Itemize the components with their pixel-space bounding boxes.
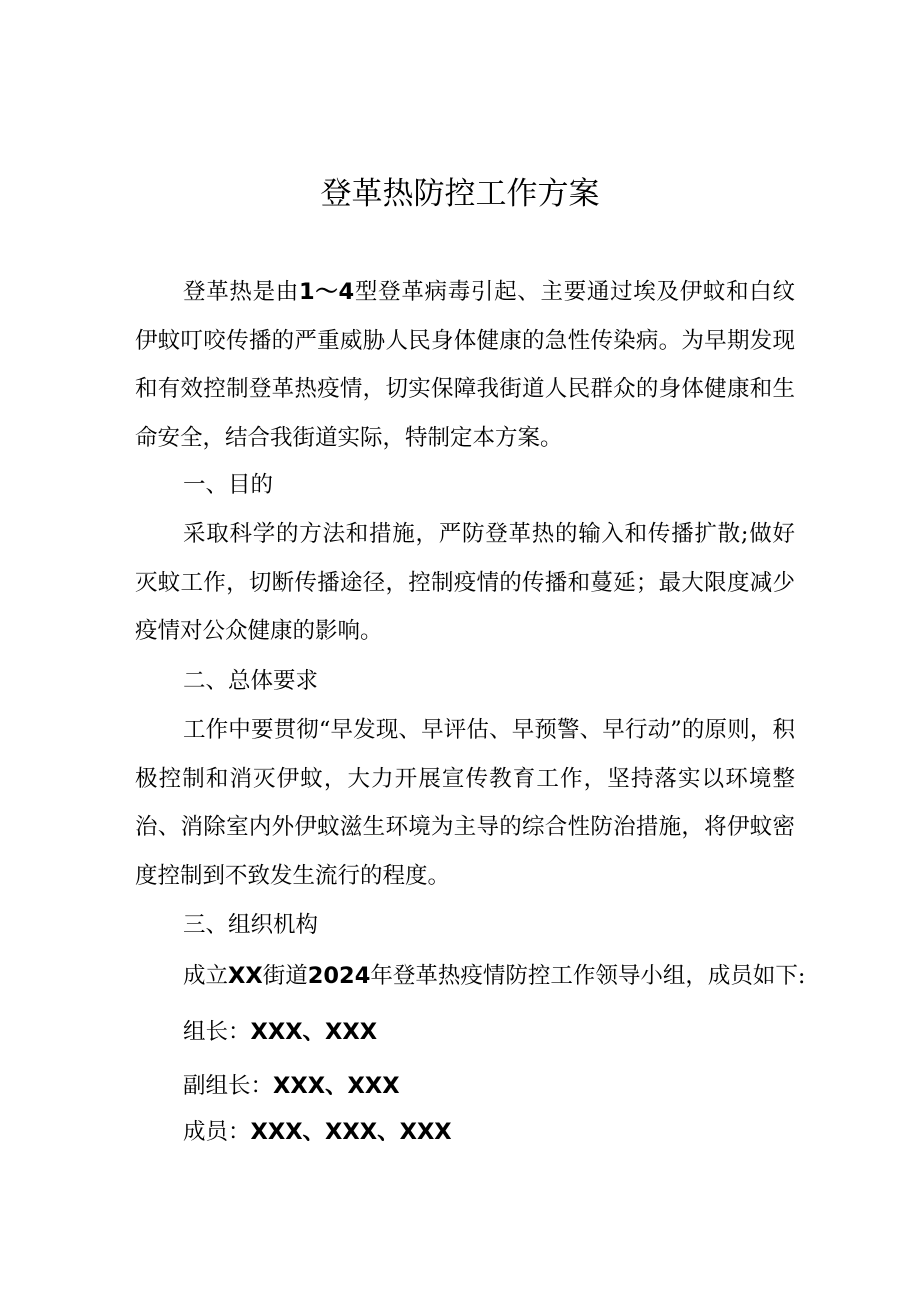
member-line-deputy bbox=[183, 1066, 400, 1106]
member-label: 组长： bbox=[183, 1019, 251, 1045]
org-text-1: 成立 bbox=[183, 963, 229, 989]
organization-paragraph bbox=[183, 956, 805, 996]
org-year: 2024 bbox=[307, 963, 371, 989]
intro-serotype-range: 1～4 bbox=[299, 279, 355, 305]
org-street-name: XX bbox=[228, 963, 263, 989]
section-heading-organization: 三、组织机构 bbox=[183, 912, 319, 938]
intro-text-start: 登革热是由 bbox=[183, 279, 299, 305]
document-title: 登革热防控工作方案 bbox=[320, 176, 600, 212]
section-heading-requirements: 二、总体要求 bbox=[183, 668, 319, 694]
member-line-members bbox=[183, 1112, 452, 1152]
member-label: 副组长： bbox=[183, 1073, 274, 1099]
org-text-3: 年登革热疫情防控工作领导小组，成员如下: bbox=[370, 963, 806, 989]
intro-text-rest: 型登革病毒引起、主要通过埃及伊蚊和白纹伊蚊叮咬传播的严重威胁人民身体健康的急性传染病。为早期发现和有效控制登革热疫情，切实保障我街道人民群众的身体健康和生命安全，结合我街道实际，特制定本方案。 bbox=[135, 279, 795, 451]
member-names: XXX、XXX、XXX bbox=[250, 1119, 452, 1145]
section-requirements-paragraph: 工作中要贯彻“早发现、早评估、早预警、早行动”的原则，积极控制和消灭伊蚊，大力开展宣传教育工作，坚持落实以环境整治、消除室内外伊蚊滋生环境为主导的综合性防治措施，将伊蚊密度控制到不致发生流行的程度。 bbox=[135, 717, 795, 889]
org-text-2: 街道 bbox=[262, 963, 308, 989]
member-names: XXX、XXX bbox=[273, 1073, 400, 1099]
member-line-leader bbox=[183, 1012, 377, 1052]
section-heading-purpose: 一、目的 bbox=[183, 472, 274, 498]
member-label: 成员： bbox=[183, 1119, 251, 1145]
member-names: XXX、XXX bbox=[250, 1019, 378, 1045]
section-purpose-paragraph: 采取科学的方法和措施，严防登革热的输入和传播扩散;做好灭蚊工作，切断传播途径，控制疫情的传播和蔓延；最大限度减少疫情对公众健康的影响。 bbox=[135, 521, 795, 644]
intro-paragraph bbox=[135, 268, 795, 462]
